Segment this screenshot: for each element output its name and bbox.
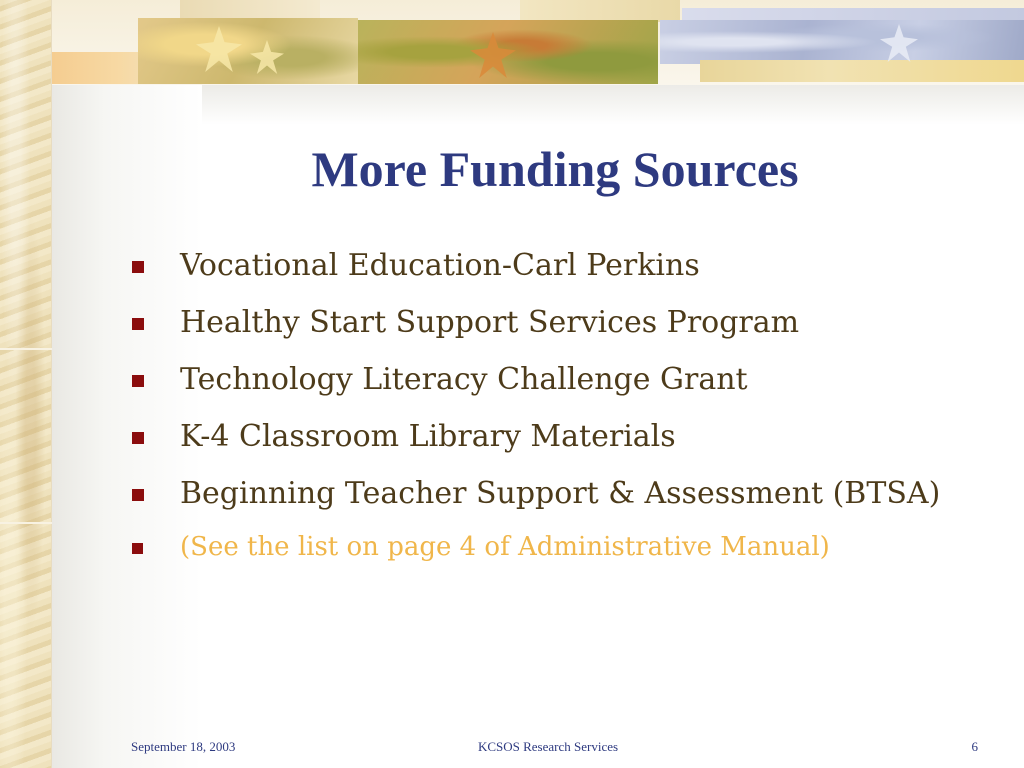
bullet-square-icon bbox=[132, 261, 144, 273]
slide-title: More Funding Sources bbox=[311, 141, 799, 197]
list-item bbox=[128, 360, 978, 400]
bullet-square-icon bbox=[132, 318, 144, 330]
bullet-text: K-4 Classroom Library Materials bbox=[180, 419, 676, 454]
footer-organization: KCSOS Research Services bbox=[477, 739, 619, 754]
strip-seam bbox=[0, 522, 52, 524]
bullet-text: Vocational Education-Carl Perkins bbox=[180, 248, 700, 283]
collage-tile bbox=[700, 60, 1024, 82]
strip-seam bbox=[0, 348, 52, 350]
bullet-square-icon bbox=[132, 375, 144, 387]
bullet-list bbox=[128, 246, 978, 580]
collage-tile bbox=[520, 0, 680, 22]
collage-tile bbox=[660, 20, 1024, 64]
bullet-square-icon bbox=[132, 543, 143, 554]
list-item bbox=[128, 474, 978, 514]
footer-date: September 18, 2003 bbox=[131, 739, 236, 754]
header-collage bbox=[0, 0, 1024, 86]
bullet-text: Healthy Start Support Services Program bbox=[180, 305, 800, 340]
list-item bbox=[128, 303, 978, 343]
list-item bbox=[128, 246, 978, 286]
note-text: (See the list on page 4 of Administrative Manual) bbox=[180, 532, 830, 562]
bullet-square-icon bbox=[132, 432, 144, 444]
header-shadow bbox=[150, 85, 1024, 125]
collage-tile bbox=[138, 18, 358, 84]
left-border-texture bbox=[0, 0, 52, 768]
list-item-note bbox=[128, 531, 978, 563]
bullet-text: Technology Literacy Challenge Grant bbox=[180, 362, 748, 397]
footer-page-number: 6 bbox=[971, 739, 978, 754]
list-item bbox=[128, 417, 978, 457]
bullet-text: Beginning Teacher Support & Assessment (BTSA) bbox=[180, 476, 941, 511]
collage-tile bbox=[180, 0, 320, 20]
bullet-square-icon bbox=[132, 489, 144, 501]
